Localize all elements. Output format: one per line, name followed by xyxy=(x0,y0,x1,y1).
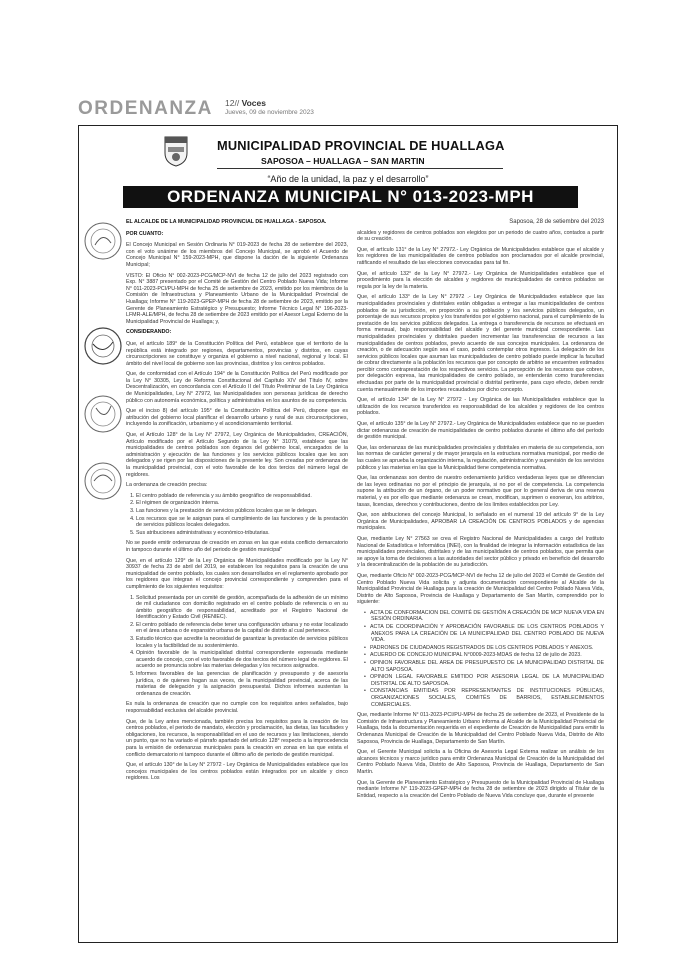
list-item: • ACTA DE CONFORMACION DEL COMITÉ DE GESTIÓN A CREACIÓN DE MCP NUEVA VIDA EN SESIÓN ORDINARIA. xyxy=(371,610,604,623)
paragraph: Que, el artículo 131° de la Ley N° 27972.- Ley Orgánica de Municipalidades establece que el alcalde y los regidores de las municipalidades de centros poblados son proclamados por el alcalde provincial, ratificando el resultado de las elecciones convocadas para tal fin. xyxy=(357,246,604,266)
paragraph: Es nula la ordenanza de creación que no cumple con los requisitos antes señalados, bajo responsabilidad exclusiva del alcalde provincial. xyxy=(126,701,348,714)
paragraph: Que, de la Ley antes mencionada, también precisa los requisitos para la creación de los centros poblados, el periodo de mandato, elección y proclamación, las dietas, las facultades y obligaciones, los recursos, la responsabilidad en el uso de recursos y las limitaciones, siendo un punto, que no ha variado el párrafo apartado del artículo 128° respecto a la improcedencia para la emisión de ordenanzas municipales para la creación en zonas en las que exista el conflicto demarcatorio ni tampoco durante el último año de periodo de gestión municipal. xyxy=(126,718,348,758)
seal-stamp-icon xyxy=(83,394,123,434)
paragraph: Que, las ordenanzas son dentro de nuestro ordenamiento jurídico verdaderas leyes que se diferencian de las leyes ordinarias no por el principio de jerarquía, si no por el de competencia. La competencia supone la atribución de un órgano, de un poder normativo que por lo general deriva de una reserva material, y es por ello que mediante ordenanza se crean, modifican, suprimen o exoneran, los arbitrios, tasas, licencias, derechos y contribuciones, dentro de los límites establecidos por Ley. xyxy=(357,475,604,508)
paragraph: No se puede emitir ordenanzas de creación en zonas en las que exista conflicto demarcatorio in tampoco durante el último año del periodo de gestión municipal" xyxy=(126,540,348,553)
paragraph: Que, mediante Ley N° 27563 se crea el Registro Nacional de Municipalidades a cargo del Instituto Nacional de Estadística e Informática (INEI), con la finalidad de integrar la información estadística de las municipalidades provinciales, distritales y de las municipalidades de centros poblados, que permita que se apoye la toma de decisiones a las autoridades del sector público y privado en beneficio del desarrollo y la descentralización de la población de su jurisdicción. xyxy=(357,535,604,569)
paragraph: Que, el artículo 135° de la Ley N° 27972.- Ley Orgánica de Municipalidades establece que no se pueden dictar ordenanzas de creación de municipalidades de centro poblados durante el último año del período de gestión municipal. xyxy=(357,421,604,441)
requirements-list xyxy=(136,595,348,698)
place-date: Saposoa, 28 de setiembre del 2023 xyxy=(509,219,604,225)
page-header xyxy=(78,98,618,122)
paragraph: Que, la Gerente de Planeamiento Estratégico y Presupuesto de la Municipalidad Provincial de Huallaga mediante Informe N° 119-2023-GPEP-MPH de fecha 28 de setiembre de 2023 dirigido al Titular de la Entidad, respecto a la creación del Centro Poblado de Nueva Vida concluye que, durante el presente xyxy=(357,779,604,799)
paragraph: Que, son atribuciones del concejo Municipal, lo señalado en el numeral 19 del artículo 9° de la Ley Orgánica de Municipalidades, APROBAR LA CREACIÓN DE CENTROS POBLADOS y de agencias municipales. xyxy=(357,512,604,532)
list-item: 1. Solicitud presentada por un comité de gestión, acompañada de la adhesión de un mínimo de mil ciudadanos con domicilio registrado en el centro poblado de referencia o en su ámbito geográfico de responsabilidad, acreditado por el Registro Nacional de Identificación y Estado Civil (RENIEC). xyxy=(136,595,348,621)
document-header xyxy=(79,126,617,216)
paragraph: Que, las ordenanzas de las municipalidades provinciales y distritales en materia de su competencia, son las normas de carácter general y de mayor jerarquía en la estructura normativa municipal, por medio de las cuales se aprueba la organización interna, la regulación, administración y supervisión de los servicios públicos y las materias en las que la Municipalidad tiene competencia normativa. xyxy=(357,444,604,471)
paragraph: Que, de conformidad con el Artículo 194° de la Constitución Política del Perú modificado por la Ley N° 30305, Ley de Reforma Constitucional del Capítulo XIV del Título IV, sobre Descentralización, en concordancia con el Artículo II del Título Preliminar de la Ley Orgánica de Municipalidades, Ley N° 27972, las Municipalidades son personas jurídicas de derecho público con autonomía económica, política y administrativa en los asuntos de su competencia. xyxy=(126,371,348,404)
paragraph: alcaldes y regidores de centros poblados son elegidos por un periodo de cuatro años, contados a partir de su creación. xyxy=(357,229,604,243)
paragraph: Que, el artículo 133° de la Ley N° 27972 .- Ley Orgánica de Municipalidades establece que las municipalidades provinciales y distritales están obligadas a entregar a las municipalidades de centros poblados de su jurisdicción, en proporción a su población y los servicios públicos delegados, un porcentaje de sus recursos propios y los transferidos por el gobierno nacional, para el cumplimiento de la prestación de los servicios públicos delegados. La entrega o transferencia de recursos se efectuará en forma mensual, bajo responsabilidad del alcalde y del gerente municipal correspondiente. Las municipalidades provinciales y distritales pueden incrementar las transferencias de recursos a las municipalidades de centros poblados, previo acuerdo de sus concejos municipales. La ordenanza de creación, o de adecuación según sea el caso, podrá contemplar otros ingresos. La delegación de los servicios públicos locales que asuman las municipalidades de centro poblado puede implicar la facultad de cobrar directamente a la población los recursos que por concepto de arbitrio se encuentren estimados percibir como contraprestación de los respectivos servicios. La percepción de los recursos que cobren, por delegación expresa, las municipalidades de centro poblado, se entenderán como transferencias efectuadas por parte de la municipalidad provincial o distrital pertinente, para cuyo efecto, deben rendir cuenta mensualmente de los importes recaudados por dicho concepto. xyxy=(357,294,604,393)
municipality-name: MUNICIPALIDAD PROVINCIAL DE HUALLAGA xyxy=(217,138,505,153)
ordinance-document xyxy=(78,125,618,943)
seal-stamp-icon xyxy=(83,326,123,366)
issue-date: Jueves, 09 de noviembre 2023 xyxy=(225,109,314,116)
section-title: ORDENANZA xyxy=(78,98,213,119)
left-column xyxy=(126,219,348,786)
list-item: 5. Sus atribuciones administrativas y económico-tributarias. xyxy=(136,530,348,537)
publication-name: Voces xyxy=(241,98,266,108)
paragraph: Que, el artículo 189° de la Constitución Política del Perú, establece que el territorio de la república está integrado por regiones, departamentos, provincias y distritos, en cuyas circunscripciones se constituye y organiza el gobierno a nivel nacional, regional y local. El ámbito del nivel local de gobierno son las provincias, distritos y los centros poblados. xyxy=(126,340,348,367)
paragraph: Que, el Gerente Municipal solicita a la Oficina de Asesoría Legal Externa realizar un análisis de los alcances técnicos y marco jurídico para emitir Ordenanza Municipal de Creación de la Municipalidad del Centro Poblado Nueva Vida, Distrito de Alto Saposoa, Provincia de Huallaga, Departamento de San Martín. xyxy=(357,749,604,775)
ordinance-title: ORDENANZA MUNICIPAL N° 013-2023-MPH xyxy=(123,186,578,208)
seal-stamp-icon xyxy=(83,221,123,261)
list-item: 4. Opinión favorable de la municipalidad distrital correspondiente expresada mediante acuerdo de concejo, con el voto favorable de dos tercios del número legal de regidores. El acuerdo se pronuncia sobre las materias delegadas y los recursos asignados. xyxy=(136,650,348,670)
list-item: 2. El centro poblado de referencia debe tener una configuración urbana y no estar localizado en el área urbana o de expansión urbana de la capital de distrito al cual pertenece. xyxy=(136,622,348,635)
paragraph: Que, el artículo 132° de la Ley N° 27972.- Ley Orgánica de Municipalidades establece que el procedimiento para la elección de alcaldes y regidores de municipalidades de centros poblados se regula por la ley de la materia. xyxy=(357,270,604,290)
list-item: 3. Estudio técnico que acredite la necesidad de garantizar la prestación de servicios públicos locales y la factibilidad de su sostenimiento. xyxy=(136,636,348,649)
paragraph: Que, mediante Oficio N° 002-2023-PCG/MCP-NVI de fecha 12 de julio del 2023 el Comité de Gestión del Centro Poblado Nueva Vida solicita y adjunta documentación correspondiente al Alcalde de la Municipalidad Provincial de Huallaga para la creación de Municipalidad del Centro Poblado Nueva Vida, Distrito de Alto Saposoa, Provincia de Huallaga y Departamento de San Martín, comprendido por lo siguiente: xyxy=(357,572,604,606)
paragraph: Que el inciso 8) del artículo 195° de la Constitución Política del Perú, dispone que es atribución del gobierno local planificar el desarrollo urbano y rural de sus circunscripciones, incluyendo la zonificación, urbanismo y el acondicionamiento territorial. xyxy=(126,408,348,428)
list-item: 4. Los recursos que se le asignan para el cumplimiento de las funciones y de la prestación de servicios públicos locales delegados. xyxy=(136,516,348,529)
creation-list xyxy=(136,493,348,537)
paragraph: El Concejo Municipal en Sesión Ordinaria N° 019-2023 de fecha 28 de setiembre del 2023, con el voto unánime de los miembros del Concejo Municipal, se aprobó el Acuerdo de Concejo Municipal N° 159-2023-MPH, que dispone la dación de la siguiente Ordenanza Municipal; xyxy=(126,242,348,268)
paragraph: Que, el artículo 130° de la Ley N° 27972 - Ley Orgánica de Municipalidades establece que los concejos municipales de los centros poblados están integrados por un alcalde y cinco regidores. Los xyxy=(126,762,348,782)
list-item: 1. El centro poblado de referencia y su ámbito geográfico de responsabilidad. xyxy=(136,493,348,500)
list-item: • OPINION LEGAL FAVORABLE EMITIDO POR ASESORIA LEGAL DE LA MUNICIPALIDAD DISTRITAL DE ALTO SAPOSOA. xyxy=(371,674,604,687)
seal-stamp-icon xyxy=(83,461,123,501)
municipality-location: SAPOSOA – HUALLAGA – SAN MARTIN xyxy=(261,156,425,166)
list-item: • ACTA DE COORDINACIÓN Y APROBACIÓN FAVORABLE DE LOS CENTROS POBLADOS Y ANEXOS PARA LA CREACIÓN DE LA MUNICIPALIDAD DEL CENTRO POBLADO DE NUEVA VIDA. xyxy=(371,624,604,644)
list-item: • ACUERDO DE CONCEJO MUNICIPAL N°0009-2023-MDAS de fecha 12 de julio de 2023. xyxy=(371,652,604,659)
mayor-heading: EL ALCALDE DE LA MUNICIPALIDAD PROVINCIAL DE HUALLAGA - SAPOSOA. xyxy=(126,219,327,225)
year-motto: “Año de la unidad, la paz y el desarrollo” xyxy=(267,174,429,184)
paragraph: La ordenanza de creación precisa: xyxy=(126,482,208,489)
issue-line xyxy=(225,99,314,108)
paragraph: Que, el Artículo 128° de la Ley N° 27972, Ley Orgánica de Municipalidades, CREACIÓN, Artículo modificado por el Artículo Segundo de la Ley N° 31079, establece que las municipalidades de centros poblados son órganos del gobierno local, encargados de la administración y ejecución de las funciones y los servicios públicos locales que les son delegados y se rigen por las disposiciones de la presente ley. Son creadas por ordenanza de la municipalidad provincial, con el voto favorable de los dos tercios del número legal de regidores. xyxy=(126,432,348,478)
paragraph: Que, en el artículo 129° de la Ley Orgánica de Municipalidades modificado por la Ley N° 30937 de fecha 23 de abril del 2019, se establecen los requisitos para la creación de una municipalidad de centro poblado, los cuales son desarrollados en el reglamento aprobado por los regidores que integran el concejo provincial correspondiente y comprenden para el cumplimiento de los siguientes requisitos: xyxy=(126,557,348,590)
right-column xyxy=(357,219,604,803)
section-heading: POR CUANTO: xyxy=(126,230,164,237)
list-item: • OPINION FAVORABLE DEL AREA DE PRESUPUESTO DE LA MUNICIPALIDAD DISTRITAL DE ALTO SAPOSOA. xyxy=(371,660,604,673)
section-heading: CONSIDERANDO: xyxy=(126,329,172,336)
documents-list xyxy=(371,610,604,708)
paragraph: Que, mediante Informe N° 011-2023-PCI/PU-MPH de fecha 25 de setiembre de 2023, el Presidente de la Comisión de Infraestructura y Planeamiento Urbano informa al Alcalde de la Municipalidad Provincial de Huallaga, toda la documentación requerida en el expediente de Creación de Municipalidad para emitir la Ordenanza Municipal de Creación de la Municipalidad del Centro Poblado Nueva Vida, Distrito de Alto Saposoa, Provincia de Huallaga, Departamento de San Martín. xyxy=(357,712,604,745)
coat-of-arms-icon xyxy=(163,135,189,167)
list-item: 5. Informes favorables de las gerencias de planificación y presupuesto y de asesoría jurídica, o de quienes hagan sus veces, de la municipalidad provincial, acerca de las materias de delegación y la asignación presupuestal. Dichos informes sustentan la ordenanza de creación. xyxy=(136,671,348,697)
header-divider xyxy=(217,168,503,169)
paragraph: Que, el artículo 134° de la Ley N° 27972 - Ley Orgánica de las Municipalidades establece que la utilización de los recursos transferidos es responsabilidad de los alcaldes y regidores de los centros poblados. xyxy=(357,397,604,417)
issue-block xyxy=(225,99,314,117)
list-item: 2. El régimen de organización interna. xyxy=(136,500,348,507)
paragraph: VISTO: El Oficio N° 002-2023-PCG/MCP-NVI de fecha 12 de julio del 2023 registrado con Exp. N° 3887 presentado por el Comité de Gestión del Centro Poblado Nueva Vida; Informe N° 011-2023-PCI/PU-MPH de fecha 25 de setiembre de 2023, emitido por los miembros de la Comisión de Infraestructura y Planeamiento Urbano de la Municipalidad Provincial de Huallaga; Informe N° 119-2023-GPEP-MPH de fecha 28 de setiembre de 2023, emitido por la Gerente de Planeamiento Estratégico y Presupuesto; Informe Técnico Legal N° 196-2023-LFMR-ALE/MPH, de fecha 28 de setiembre de 2023 emitido por el Asesor Legal Externo de la Municipalidad Provincial de Huallaga; y, xyxy=(126,272,348,325)
issue-number: 12// xyxy=(225,98,240,108)
list-item: • CONSTANCIAS EMITIDAS POR REPRESENTANTES DE INSTITUCIONES PÚBLICAS, ORGANIZACIONES SOCIALES, COMITÉS DE BARRIOS, ESTABLECIMIENTOS COMERCIALES. xyxy=(371,688,604,708)
list-item: 3. Las funciones y la prestación de servicios públicos locales que se le delegan. xyxy=(136,508,348,515)
list-item: • PADRONES DE CIUDADANOS REGISTRADOS DE LOS CENTROS POBLADOS Y ANEXOS. xyxy=(371,645,604,652)
